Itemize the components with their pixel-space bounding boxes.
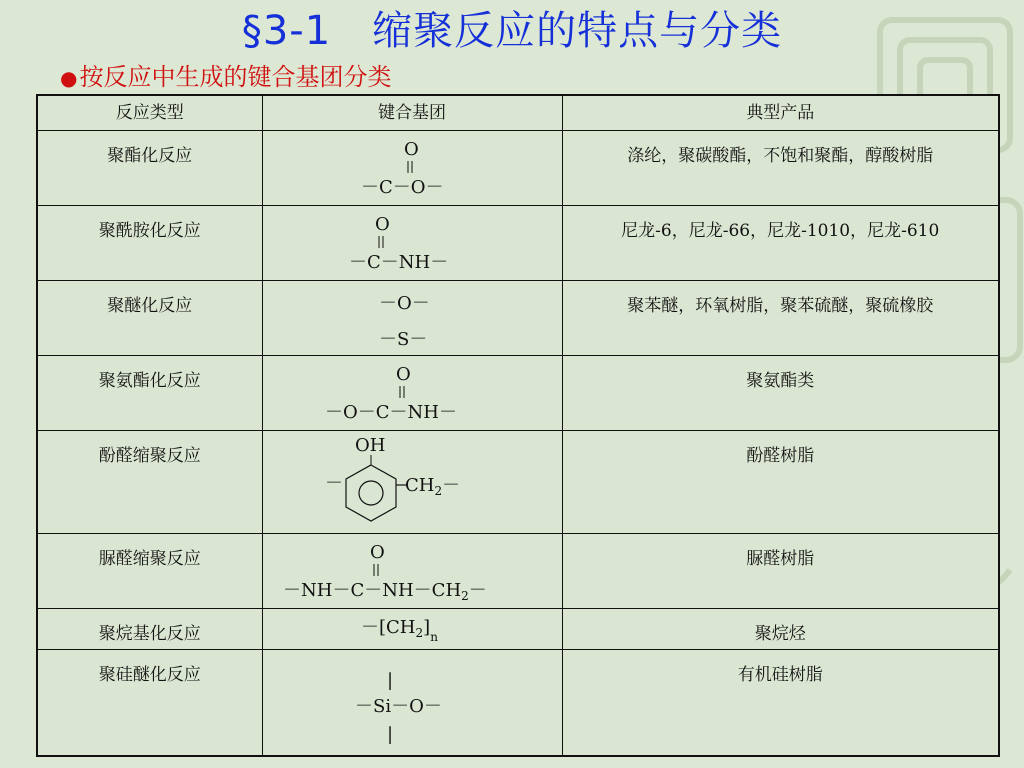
section-subtitle [60,60,391,94]
formula-line: －NH－C－NH－CH [282,580,461,601]
formula-ether-line: －O－ [378,293,430,314]
products-cell: 聚氨酯类 [562,356,999,431]
formula-oxygen: O [374,214,390,235]
reaction-type-cell: 聚烷基化反应 [37,609,262,650]
formula-urea-line [283,580,487,603]
subtitle-text: 按反应中生成的键合基团分类 [79,63,392,91]
urethane-group-formula [263,356,563,428]
bullet-icon: ● [60,66,78,90]
table-row [37,534,999,609]
products-cell: 酚醛树脂 [562,431,999,534]
table-row [37,131,999,206]
alkyl-group-formula [263,609,563,647]
formula-subscript: 2 [460,589,469,603]
table-header-row [37,95,999,131]
formula-line: －O－C－NH－ [324,402,457,423]
header-typical-products: 典型产品 [562,95,999,131]
table-row [37,206,999,281]
formula-left: －[ [360,617,386,638]
formula-subscript: 2 [433,484,442,498]
products-cell: 尼龙-6，尼龙-66，尼龙-1010，尼龙-610 [562,206,999,281]
formula-thioether-line: －S－ [378,329,427,350]
table-row [37,650,999,756]
reaction-type-cell: 聚酰胺化反应 [37,206,262,281]
formula-hydroxyl: OH [354,435,385,456]
formula-line: －C－O－ [360,177,444,198]
formula-tail: － [468,580,487,601]
bond-group-cell [262,534,562,609]
formula-vertical-top: | [386,670,393,691]
ether-group-formula [263,281,563,353]
products-cell: 聚烷烃 [562,609,999,650]
reaction-type-cell: 聚醚化反应 [37,281,262,356]
bond-group-cell [262,356,562,431]
reaction-type-cell: 脲醛缩聚反应 [37,534,262,609]
bond-group-cell [262,650,562,756]
formula-alkyl-line [361,617,438,644]
formula-oxygen: O [395,364,411,385]
siloxane-group-formula [263,650,563,750]
urea-group-formula [263,534,563,606]
bond-group-cell [262,281,562,356]
formula-subscript: 2 [415,626,423,640]
reaction-type-cell: 聚硅醚化反应 [37,650,262,756]
formula-oxygen: O [403,139,419,160]
formula-main: CH [385,617,416,638]
formula-tail: － [441,475,460,496]
products-cell: 涤纶，聚碳酸酯，不饱和聚酯，醇酸树脂 [562,131,999,206]
bond-group-cell [262,431,562,534]
formula-line: －Si－O－ [354,696,442,717]
formula-oxygen: O [369,542,385,563]
products-cell: 聚苯醚，环氧树脂，聚苯硫醚，聚硫橡胶 [562,281,999,356]
table-row [37,431,999,534]
formula-left-bond: － [324,473,343,494]
page-title: §3-1 缩聚反应的特点与分类 [241,8,783,54]
formula-right: ] [422,617,430,638]
amide-group-formula [263,206,563,278]
reaction-type-cell: 聚酯化反应 [37,131,262,206]
formula-ch: CH [404,475,434,496]
phenolic-group-formula [263,431,563,531]
ester-group-formula [263,131,563,203]
products-cell: 有机硅树脂 [562,650,999,756]
header-reaction-type: 反应类型 [37,95,262,131]
benzene-ring-icon [346,465,396,521]
formula-line: －C－NH－ [348,252,448,273]
table-row [37,609,999,650]
products-cell: 脲醛树脂 [562,534,999,609]
table-row [37,356,999,431]
reaction-type-cell: 聚氨酯化反应 [37,356,262,431]
bond-group-cell [262,609,562,650]
bond-group-cell [262,206,562,281]
reaction-type-cell: 酚醛缩聚反应 [37,431,262,534]
formula-vertical-bottom: | [386,724,393,745]
header-bond-group: 键合基团 [262,95,562,131]
table-row [37,281,999,356]
bond-group-cell [262,131,562,206]
formula-n: n [429,630,438,644]
formula-ch2 [405,475,460,498]
classification-table [36,94,1000,757]
